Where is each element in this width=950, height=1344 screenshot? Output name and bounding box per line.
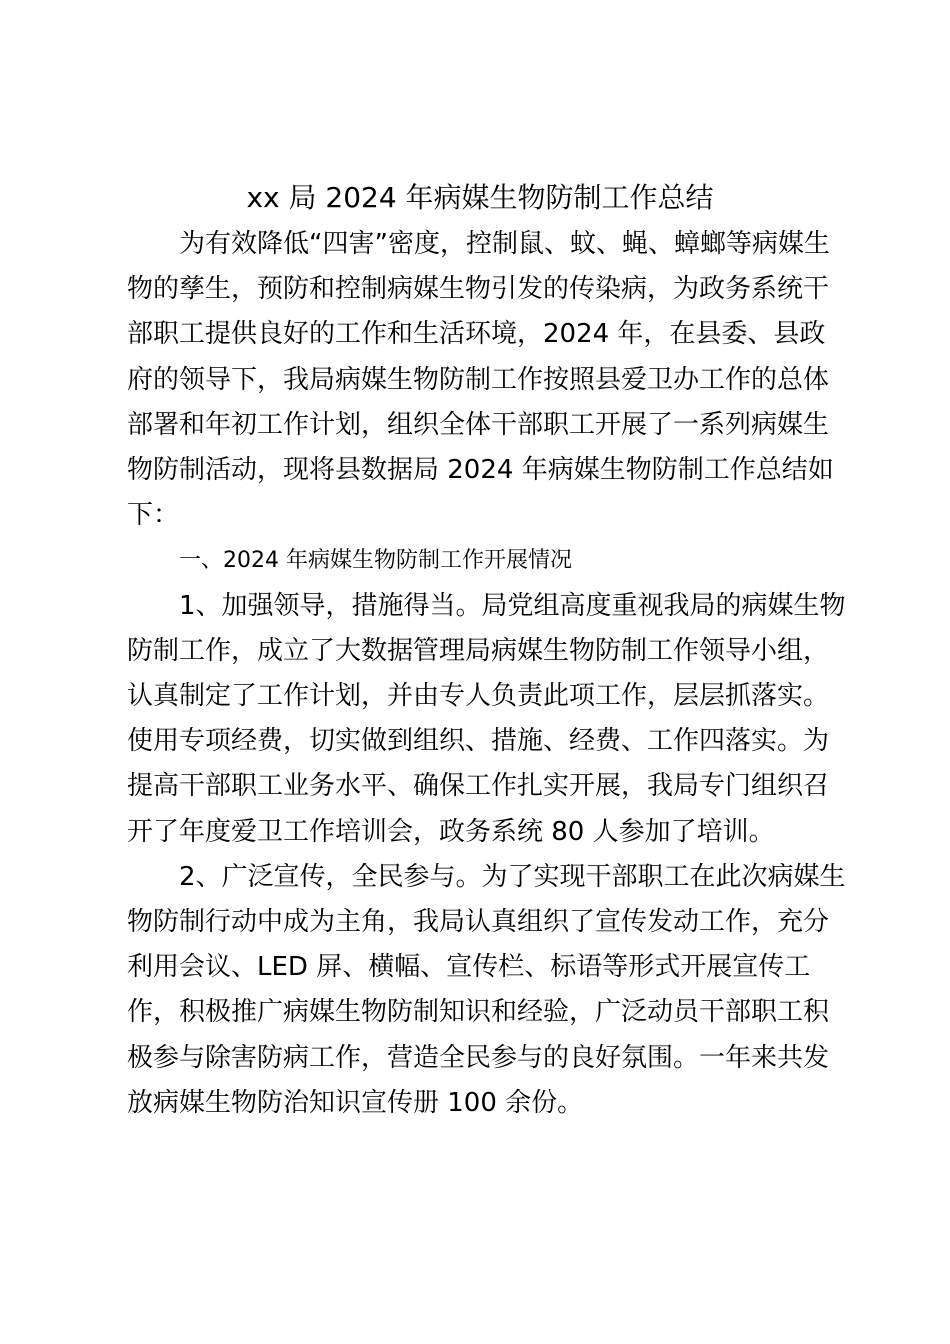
intro-paragraph <box>127 222 839 538</box>
paragraph-line: 防制工作，成立了大数据管理局病媒生物防制工作领导小组， <box>127 635 830 666</box>
paragraph-line: 2、广泛宣传，全民参与。为了实现干部职工在此次病媒生 <box>179 861 846 892</box>
paragraph-line: 物的孳生，预防和控制病媒生物引发的传染病，为政务系统干 <box>127 274 830 305</box>
document-body <box>127 222 846 1126</box>
paragraph-line: 物防制行动中成为主角，我局认真组织了宣传发动工作，充分 <box>127 907 830 938</box>
paragraph-line: 1、加强领导，措施得当。局党组高度重视我局的病媒生物 <box>179 590 846 621</box>
section-heading: 一、2024 年病媒生物防制工作开展情况 <box>179 548 572 574</box>
paragraph-line: 开了年度爱卫工作培训会，政务系统 80 人参加了培训。 <box>127 816 775 847</box>
paragraph-line: 提高干部职工业务水平、确保工作扎实开展，我局专门组织召 <box>127 771 830 802</box>
document-title: xx 局 2024 年病媒生物防制工作总结 <box>246 181 714 214</box>
paragraph-line: 为有效降低“四害”密度，控制鼠、蚊、蝇、蟑螂等病媒生 <box>179 229 830 259</box>
paragraph-line: 作，积极推广病媒生物防制知识和经验，广泛动员干部职工积 <box>127 997 830 1028</box>
paragraph-line: 放病媒生物防治知识宣传册 100 余份。 <box>127 1087 584 1118</box>
item-1-paragraph <box>127 584 846 855</box>
item-2-paragraph <box>127 855 846 1126</box>
paragraph-line: 利用会议、LED 屏、横幅、宣传栏、标语等形式开展宣传工 <box>127 952 811 983</box>
paragraph-line: 府的领导下，我局病媒生物防制工作按照县爱卫办工作的总体 <box>127 364 830 395</box>
paragraph-line: 下： <box>127 500 180 531</box>
paragraph-line: 物防制活动，现将县数据局 2024 年病媒生物防制工作总结如 <box>127 455 834 486</box>
paragraph-line: 极参与除害防病工作，营造全民参与的良好氛围。一年来共发 <box>127 1042 830 1073</box>
paragraph-line: 使用专项经费，切实做到组织、措施、经费、工作四落实。为 <box>127 726 830 757</box>
paragraph-line: 部职工提供良好的工作和生活环境，2024 年，在县委、县政 <box>127 319 826 350</box>
paragraph-line: 部署和年初工作计划，组织全体干部职工开展了一系列病媒生 <box>127 409 830 440</box>
paragraph-line: 认真制定了工作计划，并由专人负责此项工作，层层抓落实。 <box>127 681 830 712</box>
